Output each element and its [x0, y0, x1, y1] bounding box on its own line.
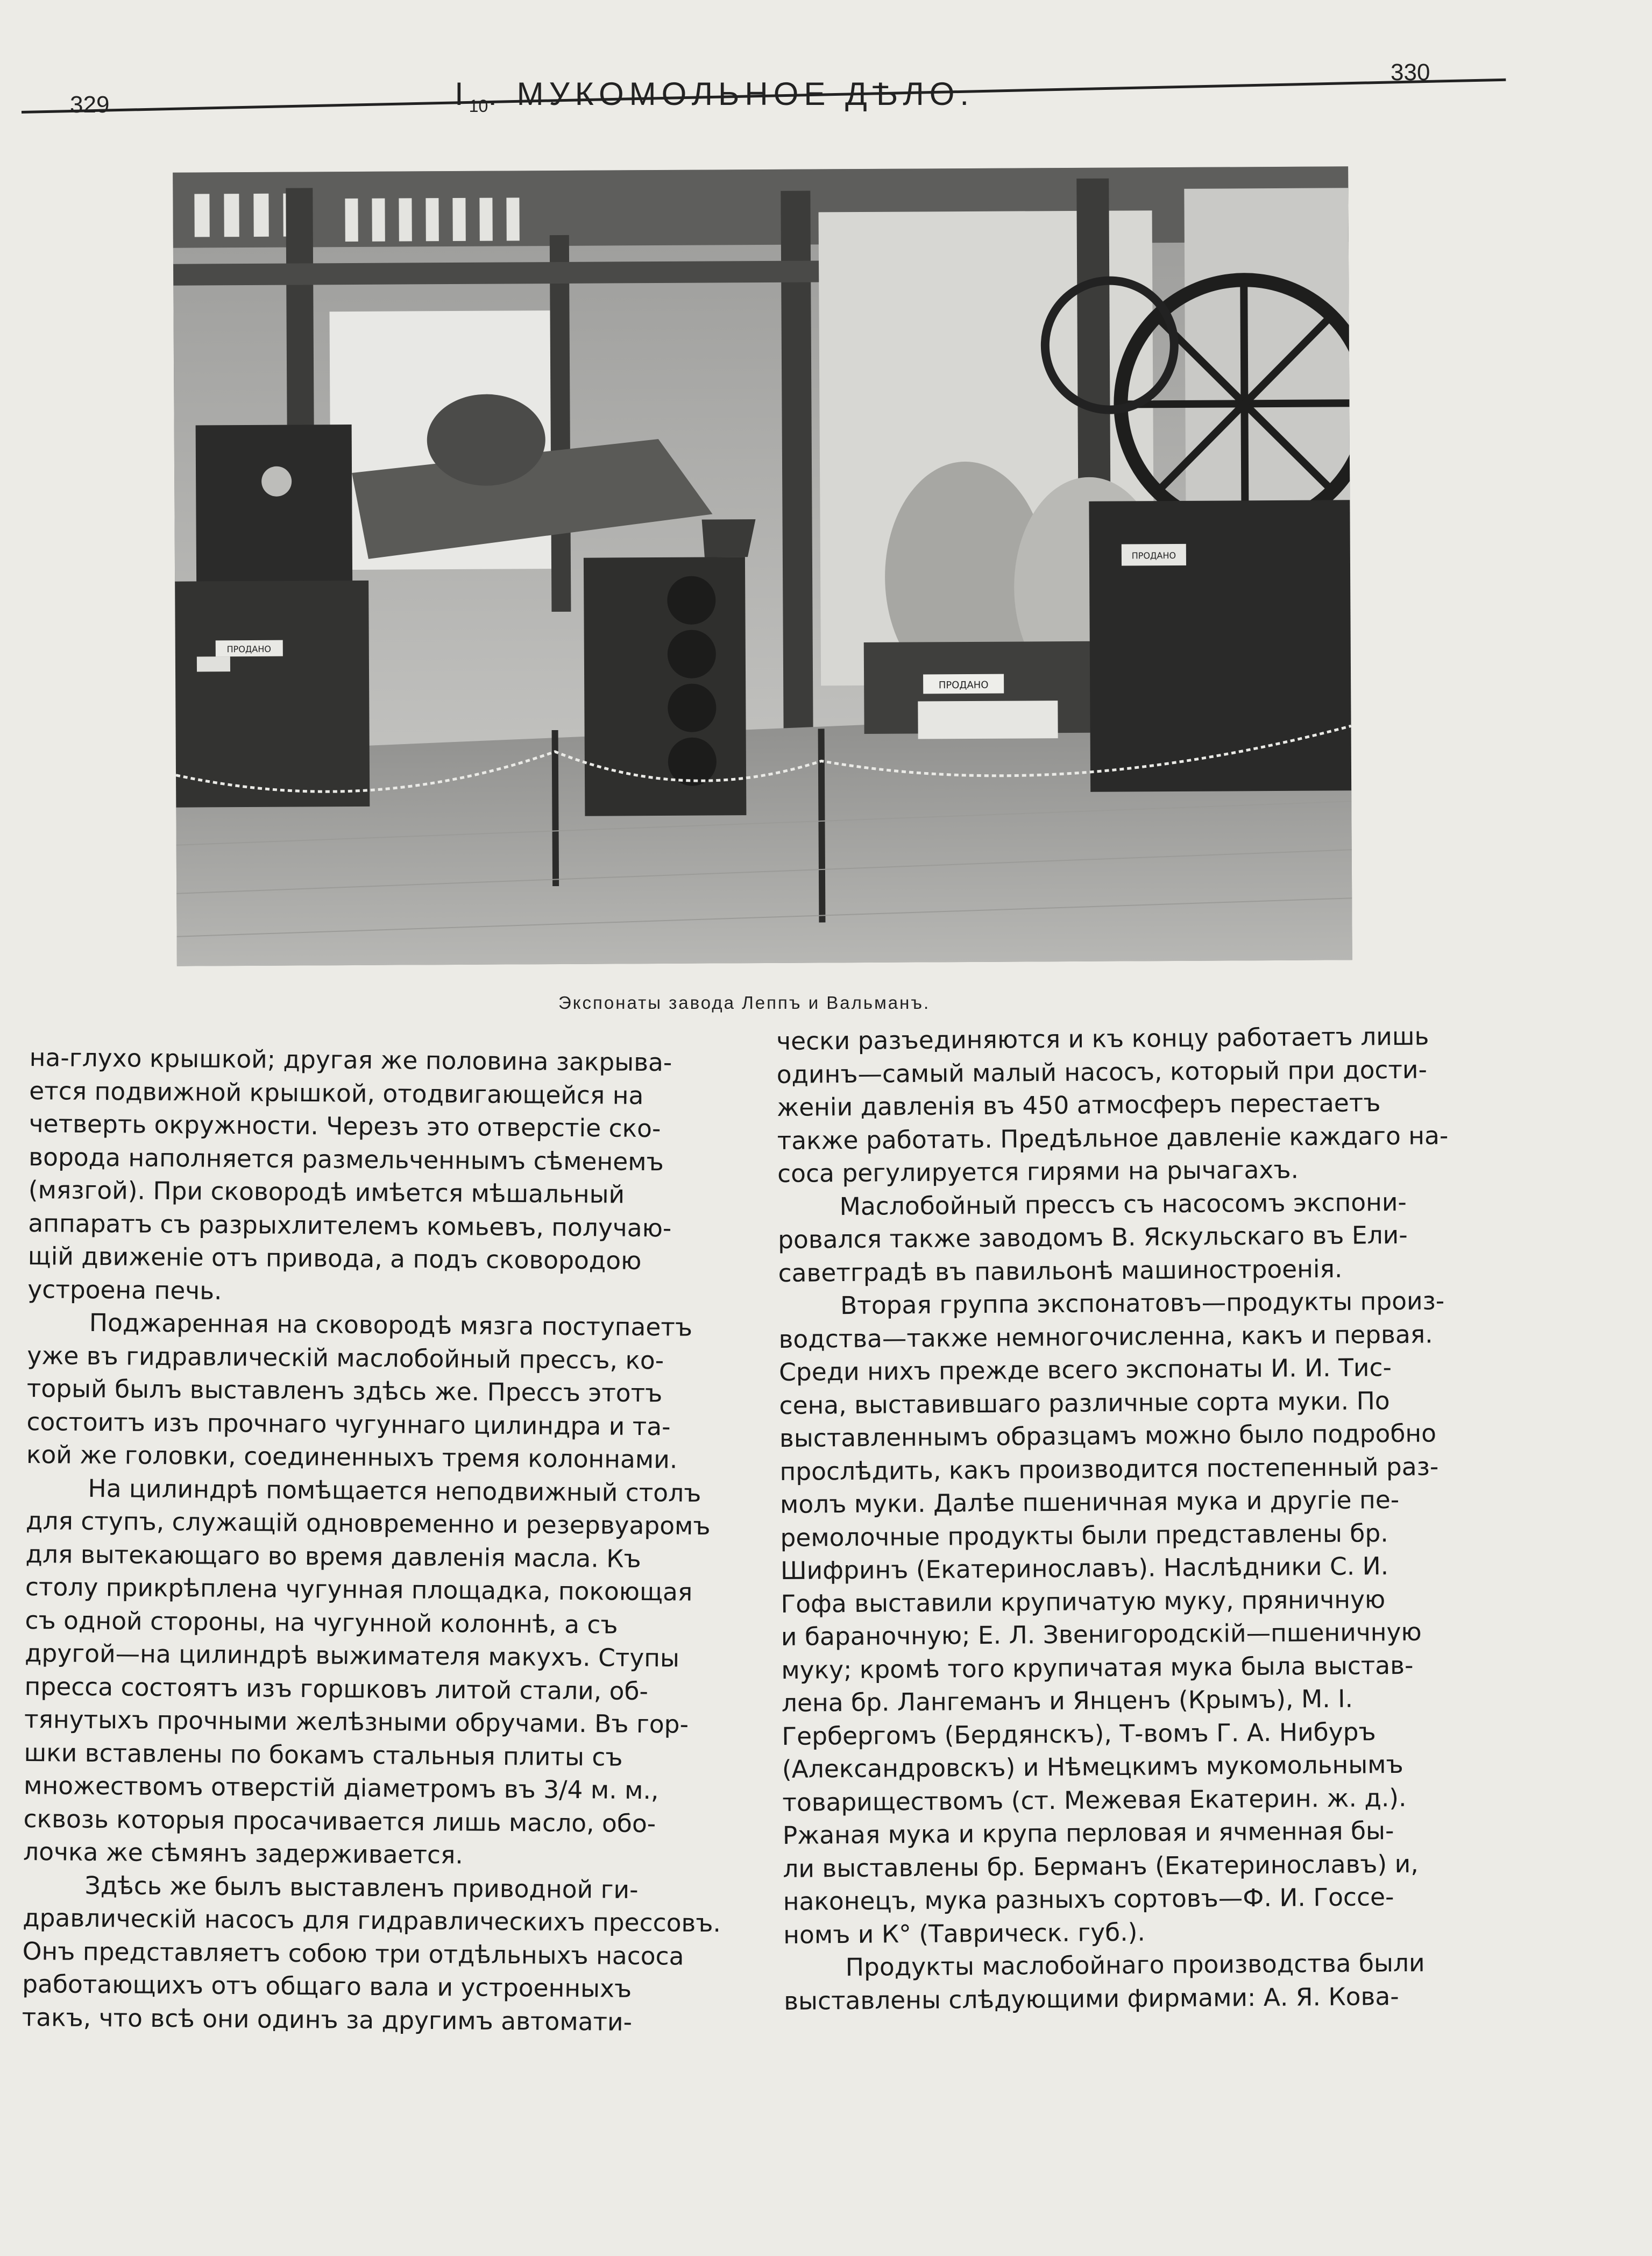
text-line: выставленнымъ образцамъ можно было подробно — [779, 1419, 1437, 1453]
text-line: женіи давленія въ 450 атмосферъ перестаетъ — [776, 1088, 1381, 1122]
text-line: (мязгой). При сковородѣ имѣется мѣшальный — [28, 1175, 625, 1209]
text-line: сена, выставившаго различные сорта муки. По — [779, 1386, 1390, 1420]
text-line: другой—на цилиндрѣ выжимателя макухъ. Ступы — [24, 1638, 680, 1673]
text-line: ровался также заводомъ В. Яскульскаго въ Ели- — [777, 1220, 1408, 1254]
text-line: Ржаная мука и крупа перловая и ячменная бы- — [782, 1816, 1394, 1850]
text-line: ли выставлены бр. Берманъ (Екатеринославъ) и, — [783, 1849, 1419, 1883]
text-line: Среди нихъ прежде всего экспонаты И. И. Тис- — [778, 1353, 1392, 1387]
text-column-left — [22, 1041, 756, 2040]
text-line: Продукты маслобойнаго производства были — [845, 1948, 1425, 1982]
text-line: уже въ гидравлическій маслобойный прессъ, ко- — [27, 1341, 664, 1375]
text-line: Гербергомъ (Бердянскъ), Т-вомъ Г. А. Нибуръ — [782, 1717, 1376, 1751]
text-line: сквозь которыя просачивается лишь масло, обо- — [23, 1804, 656, 1838]
text-line: Гофа выставили крупичатую муку, пряничную — [781, 1585, 1386, 1618]
text-line: на-глухо крышкой; другая же половина закрыва- — [29, 1043, 672, 1077]
text-line: тянутыхъ прочными желѣзными обручами. Въ гор- — [24, 1705, 689, 1739]
text-line: торый былъ выставленъ здѣсь же. Прессъ этотъ — [26, 1374, 663, 1408]
page-number-right: 330 — [1391, 59, 1430, 86]
text-line: кой же головки, соединенныхъ тремя колоннами. — [26, 1440, 678, 1474]
text-line: ется подвижной крышкой, отодвигающейся на — [29, 1076, 644, 1110]
text-line: прослѣдить, какъ производится постепенный раз- — [779, 1452, 1439, 1486]
text-line: Поджаренная на сковородѣ мязга поступаетъ — [89, 1308, 693, 1342]
photo-illustration — [173, 166, 1352, 966]
text-line: Здѣсь же былъ выставленъ приводной ги- — [84, 1871, 639, 1904]
text-line: Вторая группа экспонатовъ—продукты произ- — [840, 1286, 1445, 1320]
text-line: муку; кромѣ того крупичатая мука была выстав- — [781, 1651, 1414, 1685]
text-line: товариществомъ (ст. Межевая Екатерин. ж. д.). — [782, 1783, 1407, 1817]
text-line: и бараночную; Е. Л. Звенигородскій—пшеничную — [781, 1617, 1422, 1651]
text-line: для вытекающаго во время давленія масла. Къ — [25, 1539, 641, 1573]
text-line: состоитъ изъ прочнаго чугуннаго цилиндра и та- — [26, 1407, 671, 1441]
text-line: устроена печь. — [27, 1275, 222, 1305]
text-line: аппаратъ съ разрыхлителемъ комьевъ, получаю- — [28, 1208, 672, 1242]
text-line: наконецъ, мука разныхъ сортовъ—Ф. И. Госсе- — [783, 1883, 1394, 1916]
text-line: лена бр. Лангеманъ и Янценъ (Крымъ), М. І. — [781, 1684, 1353, 1717]
text-line: номъ и К° (Таврическ. губ.). — [783, 1918, 1146, 1949]
text-line: такъ, что всѣ они одинъ за другимъ автомати- — [22, 2003, 633, 2036]
text-line: лочка же сѣмянъ задерживается. — [23, 1837, 464, 1870]
text-line: щій движеніе отъ привода, а подъ сковородою — [27, 1241, 642, 1275]
text-line: выставлены слѣдующими фирмами: А. Я. Кова- — [784, 1982, 1399, 2015]
text-line: ворода наполняется размельченнымъ сѣменемъ — [29, 1142, 664, 1176]
text-line: также работать. Предѣльное давленіе каждаго на- — [777, 1121, 1449, 1155]
section-subscript: 10 — [469, 96, 488, 116]
text-line: работающихъ отъ общаго вала и устроенныхъ — [22, 1969, 632, 2003]
text-line: На цилиндрѣ помѣщается неподвижный столъ — [88, 1474, 701, 1508]
text-column-right — [776, 1019, 1575, 2017]
section-prefix: I — [455, 76, 469, 112]
text-line: (Александровскъ) и Нѣмецкимъ мукомольнымъ — [782, 1750, 1403, 1784]
text-line: шки вставлены по бокамъ стальныя плиты съ — [24, 1738, 623, 1772]
sold-label-1: ПРОДАНО — [226, 643, 272, 655]
text-line: соса регулируется гирями на рычагахъ. — [777, 1155, 1299, 1188]
page-number-left: 329 — [70, 91, 110, 118]
text-line: Маслобойный прессъ съ насосомъ экспони- — [839, 1187, 1407, 1221]
text-line: съ одной стороны, на чугунной колоннѣ, а съ — [25, 1606, 618, 1639]
text-line: чески разъединяются и къ концу работаетъ лишь — [776, 1022, 1429, 1056]
text-line: пресса состоятъ изъ горшковъ литой стали, об- — [24, 1672, 649, 1706]
text-line: для ступъ, служащій одновременно и резервуаромъ — [25, 1506, 711, 1540]
text-line: Шифринъ (Екатеринославъ). Наслѣдники С. И. — [780, 1552, 1389, 1585]
text-line: одинъ—самый малый насосъ, который при дости- — [776, 1055, 1428, 1089]
text-line: саветградѣ въ павильонѣ машиностроенія. — [778, 1254, 1343, 1288]
figure-caption: Экспонаты завода Леппъ и Вальманъ. — [558, 993, 931, 1013]
sold-label-2: ПРОДАНО — [938, 679, 989, 691]
text-line: Онъ представляетъ собою три отдѣльныхъ насоса — [22, 1936, 684, 1971]
text-line: четверть окружности. Черезъ это отверстіе ско- — [29, 1109, 661, 1143]
text-line: дравлическій насосъ для гидравлическихъ прессовъ. — [22, 1903, 721, 1938]
text-line: молъ муки. Далѣе пшеничная мука и другіе пе- — [779, 1485, 1400, 1519]
sold-label-3: ПРОДАНО — [1131, 550, 1176, 561]
text-line: столу прикрѣплена чугунная площадка, покоющая — [25, 1572, 693, 1607]
text-line: множествомъ отверстій діаметромъ въ 3/4 м. м., — [23, 1771, 659, 1805]
section-title: . МУКОМОЛЬНОЕ ДѢЛО. — [488, 76, 975, 112]
exhibit-photograph — [173, 166, 1352, 966]
text-line: ремолочные продукты были представлены бр. — [780, 1518, 1388, 1552]
text-line: водства—также немногочисленна, какъ и первая. — [778, 1319, 1433, 1354]
